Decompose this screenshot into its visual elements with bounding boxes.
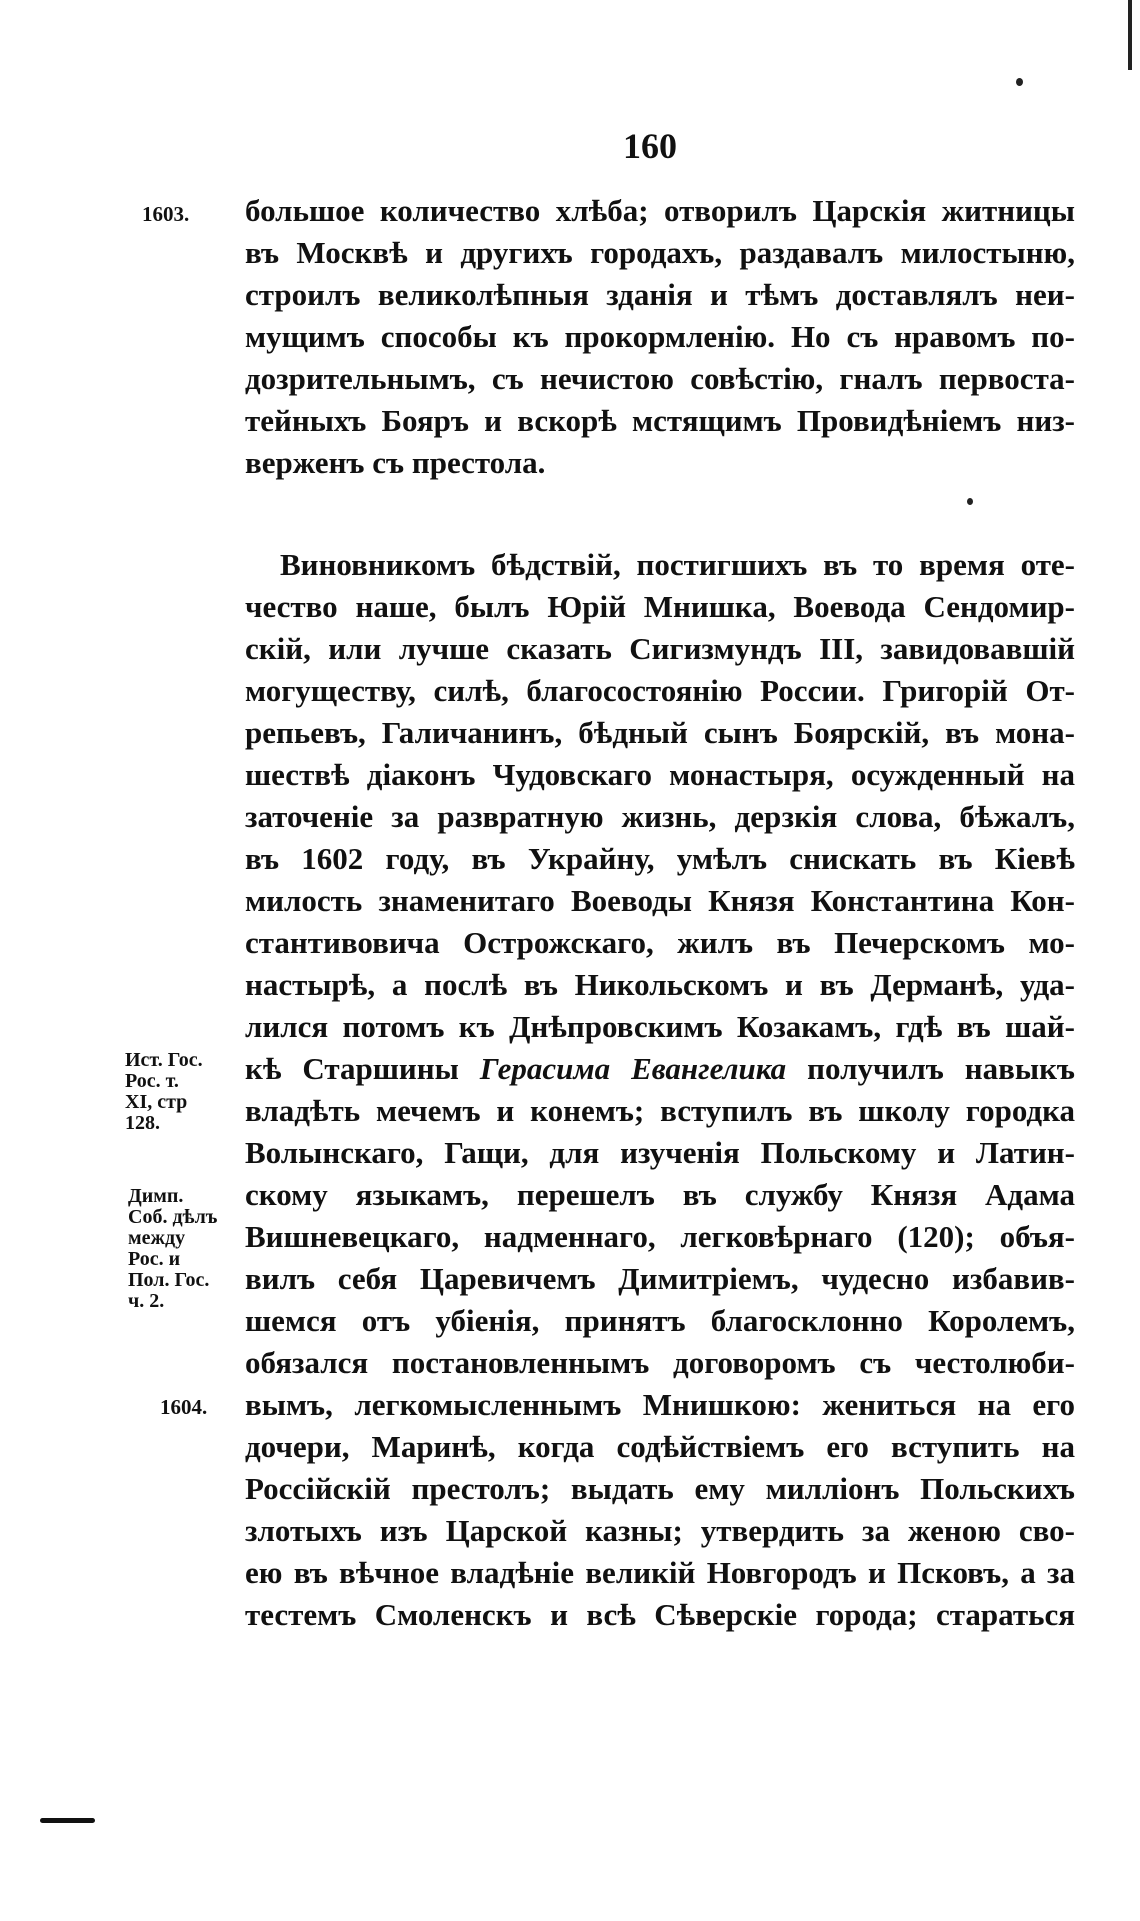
text-line: обязался постановленнымъ договоромъ съ честолюби- — [245, 1345, 1075, 1380]
text-line: верженъ съ престола. — [245, 445, 546, 480]
text-line: дочери, Маринѣ, когда содѣйствіемъ его вступить на — [245, 1429, 1075, 1464]
text-line: въ Москвѣ и другихъ городахъ, раздавалъ милостыню, — [245, 235, 1075, 270]
text-line-with-name — [245, 1046, 1075, 1092]
text-line: Россійскій престолъ; выдать ему милліонъ Польскихъ — [245, 1471, 1075, 1506]
margin-note-line: 128. — [125, 1112, 160, 1134]
text-line: милость знаменитаго Воеводы Князя Константина Кон- — [245, 883, 1075, 918]
margin-note-line: Соб. дѣлъ — [128, 1206, 218, 1228]
text-line: настырѣ, а послѣ въ Никольскомъ и въ Дерманѣ, уда- — [245, 967, 1075, 1002]
year-marginal-1603: 1603. — [142, 202, 190, 226]
text-fragment: получилъ навыкъ — [786, 1051, 1075, 1086]
text-fragment: кѣ Старшины — [245, 1051, 480, 1086]
margin-note-line: Димп. — [128, 1185, 184, 1207]
text-line: репьевъ, Галичанинъ, бѣдный сынъ Боярскій, въ мона- — [245, 715, 1075, 750]
text-line: Волынскаго, Гащи, для изученія Польскому и Латин- — [245, 1135, 1075, 1170]
text-line: скому языкамъ, перешелъ въ службу Князя Адама — [245, 1177, 1075, 1212]
year-marginal-1604: 1604. — [160, 1395, 208, 1419]
text-line: шествѣ діаконъ Чудовскаго монастыря, осужденный на — [245, 757, 1075, 792]
text-line: шемся отъ убіенія, принятъ благосклонно Королемъ, — [245, 1303, 1075, 1338]
text-line: могуществу, силѣ, благосостоянію России. Григорій От- — [245, 673, 1075, 708]
page-edge-mark — [1128, 0, 1132, 70]
text-line: Вишневецкаго, надменнаго, легковѣрнаго (120); объя- — [245, 1219, 1075, 1254]
text-line: злотыхъ изъ Царской казны; утвердить за женою сво- — [245, 1513, 1075, 1548]
text-line: строилъ великолѣпныя зданія и тѣмъ доставлялъ неи- — [245, 277, 1075, 312]
ink-speck — [967, 498, 973, 505]
text-line: тестемъ Смоленскъ и всѣ Сѣверскіе города; стараться — [245, 1597, 1075, 1632]
margin-reference-ist-gos — [125, 1050, 203, 1134]
page-number: 160 — [623, 126, 677, 166]
italic-name: Герасима Евангелика — [479, 1051, 787, 1086]
scan-edge-mark — [40, 1818, 95, 1823]
margin-note-line: Рос. и — [128, 1248, 181, 1270]
margin-reference-dipl-sob — [128, 1186, 217, 1312]
ink-speck — [1016, 78, 1023, 86]
margin-note-line: XI, стр — [125, 1091, 188, 1113]
text-line: дозрительнымъ, съ нечистою совѣстію, гналъ первоста- — [245, 361, 1075, 396]
margin-note-line: между — [128, 1227, 186, 1249]
text-line: заточеніе за развратную жизнь, дерзкія слова, бѣжалъ, — [245, 799, 1075, 834]
text-line: большое количество хлѣба; отворилъ Царскія житницы — [245, 193, 1075, 228]
text-line: вымъ, легкомысленнымъ Мнишкою: жениться на его — [245, 1387, 1075, 1422]
text-line: чество наше, былъ Юрій Мнишка, Воевода Сендомир- — [245, 589, 1075, 624]
margin-note-line: ч. 2. — [128, 1290, 165, 1312]
text-line: Виновникомъ бѣдствій, постигшихъ въ то время оте- — [280, 547, 1075, 582]
text-line: скій, или лучше сказать Сигизмундъ III, завидовавшій — [245, 631, 1075, 666]
margin-note-line: Рос. т. — [125, 1070, 179, 1092]
text-line: владѣть мечемъ и конемъ; вступилъ въ школу городка — [245, 1093, 1075, 1128]
text-line: ею въ вѣчное владѣніе великій Новгородъ и Псковъ, а за — [245, 1555, 1075, 1590]
text-line: въ 1602 году, въ Украйну, умѣлъ снискать въ Кіевѣ — [245, 841, 1075, 876]
margin-note-line: Ист. Гос. — [125, 1049, 203, 1071]
margin-note-line: Пол. Гос. — [128, 1269, 210, 1291]
text-line: лился потомъ къ Днѣпровскимъ Козакамъ, гдѣ въ шай- — [245, 1009, 1075, 1044]
text-line: стантивовича Острожскаго, жилъ въ Печерскомъ мо- — [245, 925, 1075, 960]
text-line: тейныхъ Бояръ и вскорѣ мстящимъ Провидѣніемъ низ- — [245, 403, 1075, 438]
text-line: вилъ себя Царевичемъ Димитріемъ, чудесно избавив- — [245, 1261, 1075, 1296]
text-line: мущимъ способы къ прокормленію. Но съ нравомъ по- — [245, 319, 1075, 354]
